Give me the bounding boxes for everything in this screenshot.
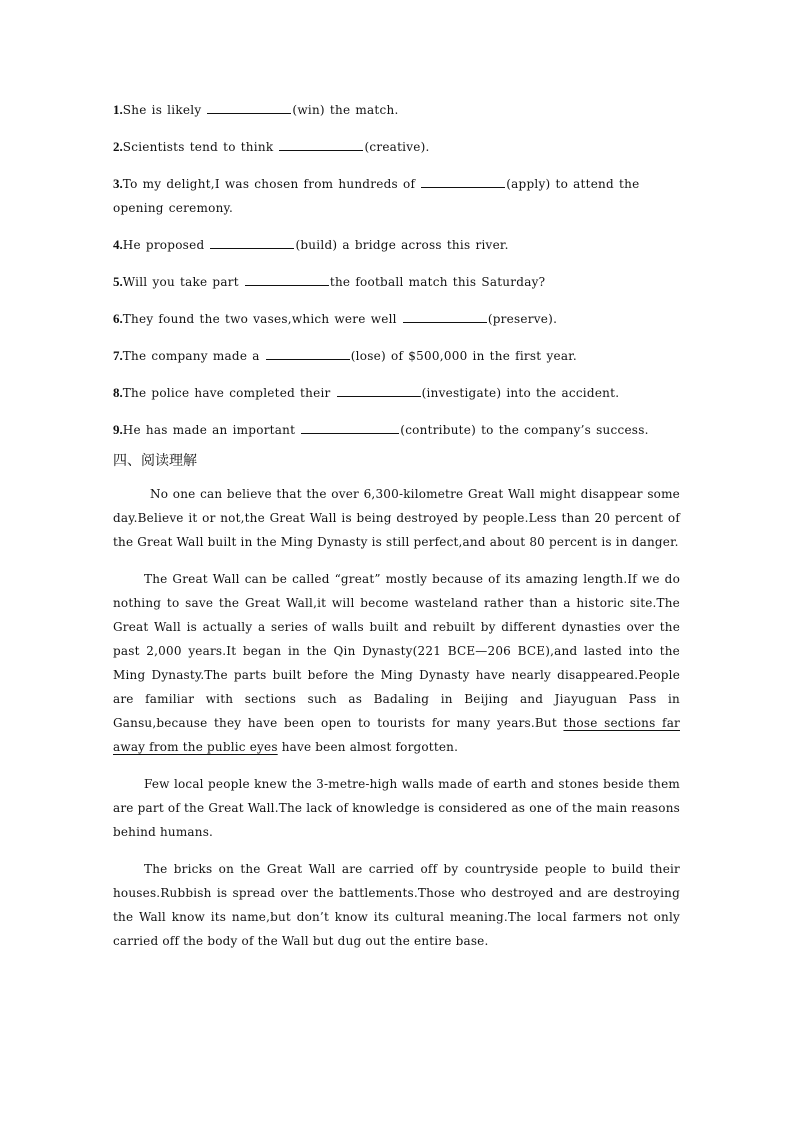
worksheet-content <box>113 98 680 966</box>
answer-blank[interactable] <box>279 136 363 151</box>
question-1 <box>113 98 680 122</box>
question-text: the football match this Saturday? <box>329 275 546 289</box>
passage-paragraph-1: No one can believe that the over 6,300-kilometre Great Wall might disappear some day.Believe it or not,the Great Wall is being destroyed by people.Less than 20 percent of the Great Wall built in the Ming Dynasty is still perfect,and about 80 percent is in danger. <box>113 487 680 549</box>
question-text: To my delight,I was chosen from hundreds of <box>122 177 421 191</box>
question-number: 9. <box>113 422 123 437</box>
question-text: He has made an important <box>122 423 301 437</box>
question-3 <box>113 172 680 220</box>
answer-blank[interactable] <box>207 99 291 114</box>
answer-blank[interactable] <box>301 419 399 434</box>
answer-blank[interactable] <box>245 271 329 286</box>
question-text: (preserve). <box>487 312 558 326</box>
question-5 <box>113 270 680 294</box>
question-number: 4. <box>113 237 123 252</box>
question-number: 2. <box>113 139 123 154</box>
answer-blank[interactable] <box>266 345 350 360</box>
question-text: The company made a <box>122 349 265 363</box>
passage-paragraph-4: The bricks on the Great Wall are carried off by countryside people to build their houses.Rubbish is spread over the battlements.Those who destroyed and are destroying the Wall know its name,but don’t know its cultural meaning.The local farmers not only carried off the body of the Wall but dug out the entire base. <box>113 862 680 948</box>
question-text: (investigate) into the accident. <box>421 386 620 400</box>
question-text: They found the two vases,which were well <box>122 312 402 326</box>
question-2 <box>113 135 680 159</box>
question-text: She is likely <box>122 103 207 117</box>
section-title: 四、阅读理解 <box>113 453 197 469</box>
question-9 <box>113 418 680 442</box>
paragraph-text: The Great Wall can be called “great” mostly because of its amazing length.If we do nothing to save the Great Wall,it will become wasteland rather than a historic site.The Great Wall is actually a series of walls built and rebuilt by different dynasties over the past 2,000 years.It began in the Qin Dynasty(221 BCE—206 BCE),and lasted into the Ming Dynasty.The parts built before the Ming Dynasty have nearly disappeared.People are familiar with sections such as Badaling in Beijing and Jiayuguan Pass in Gansu,because they have been open to tourists for many years.But <box>113 572 680 730</box>
question-text: The police have completed their <box>122 386 336 400</box>
question-text: He proposed <box>122 238 210 252</box>
question-text: (creative). <box>364 140 430 154</box>
question-text: Scientists tend to think <box>122 140 279 154</box>
question-text: (win) the match. <box>292 103 399 117</box>
question-number: 7. <box>113 348 123 363</box>
question-number: 6. <box>113 311 123 326</box>
question-text: (build) a bridge across this river. <box>295 238 509 252</box>
passage-paragraph-3: Few local people knew the 3-metre-high walls made of earth and stones beside them are part of the Great Wall.The lack of knowledge is considered as one of the main reasons behind humans. <box>113 777 680 839</box>
answer-blank[interactable] <box>337 382 421 397</box>
passage-paragraph-2 <box>113 567 680 759</box>
paragraph-text: have been almost forgotten. <box>277 740 459 754</box>
question-6 <box>113 307 680 331</box>
question-number: 8. <box>113 385 123 400</box>
question-text: (apply) to attend the opening ceremony. <box>113 177 640 215</box>
question-number: 1. <box>113 102 123 117</box>
question-number: 3. <box>113 176 123 191</box>
question-number: 5. <box>113 274 123 289</box>
question-text: (contribute) to the company’s success. <box>400 423 649 437</box>
answer-blank[interactable] <box>210 234 294 249</box>
question-7 <box>113 344 680 368</box>
question-text: (lose) of $500,000 in the first year. <box>350 349 577 363</box>
question-text: Will you take part <box>122 275 244 289</box>
answer-blank[interactable] <box>403 308 487 323</box>
question-4 <box>113 233 680 257</box>
underlined-phrase: those sections far away from the public eyes <box>113 716 680 754</box>
question-8 <box>113 381 680 405</box>
answer-blank[interactable] <box>421 173 505 188</box>
